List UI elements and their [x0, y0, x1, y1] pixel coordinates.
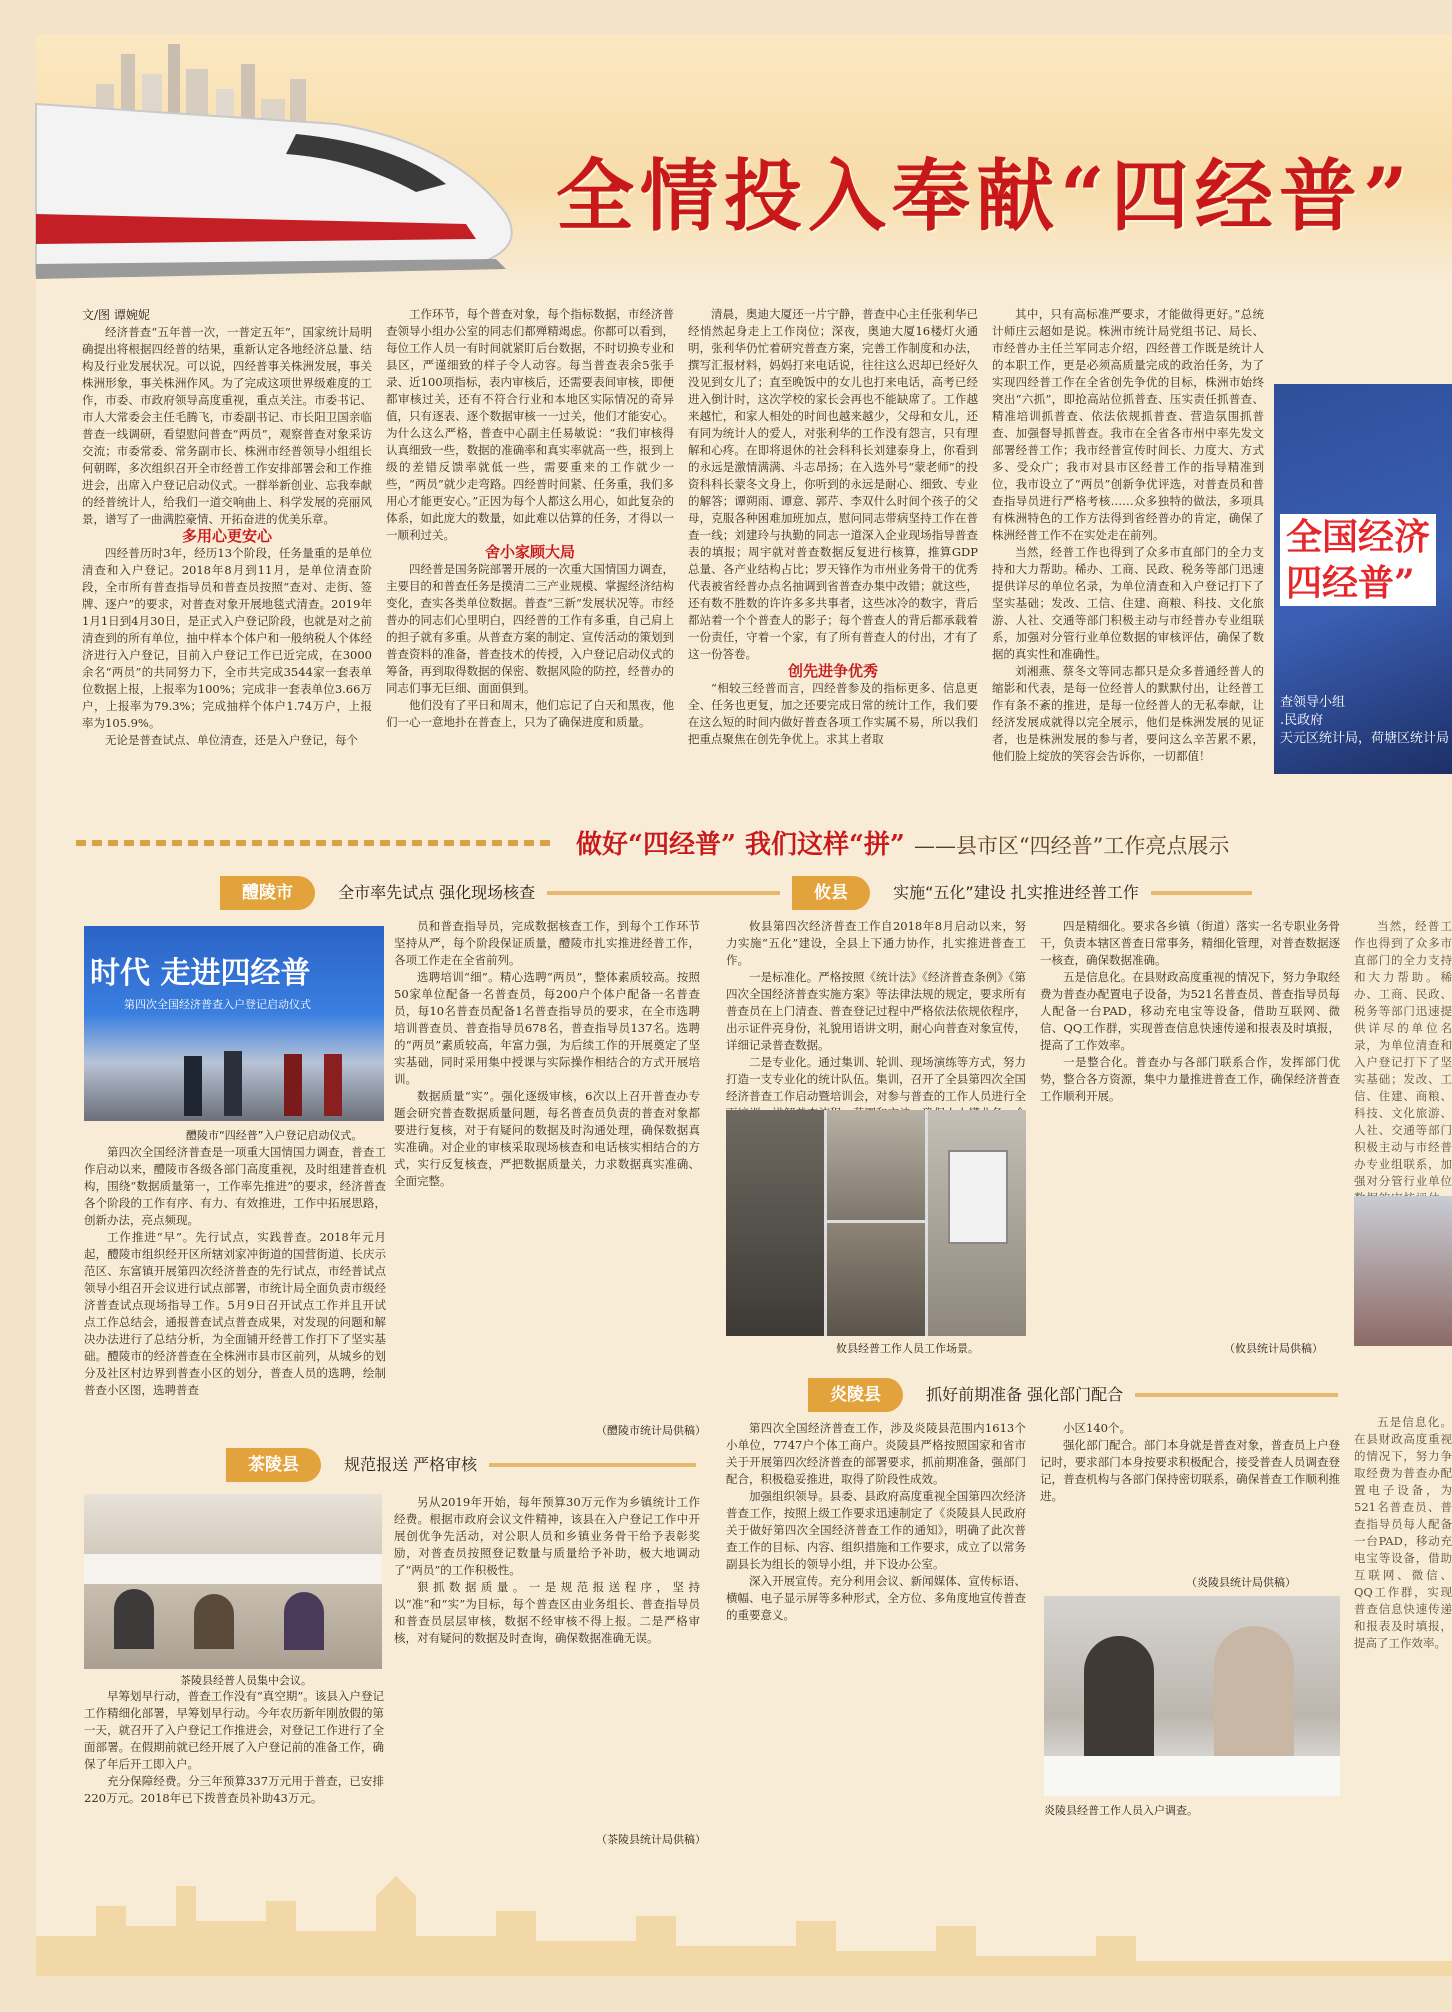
- paragraph: 一是整合化。普查办与各部门联系合作，发挥部门优势，整合各方资源，集中力量推进普查工作，确保经济普查工作顺利开展。: [1040, 1055, 1340, 1103]
- yanling-section-tag: [808, 1378, 1338, 1412]
- paragraph: 数据质量“实”。强化逐级审核，6次以上召开普查办专题会研究普查数据质量问题，每名普查员负责的普查对象都要进行复核，对于有疑问的数据及时沟通处理，确保数据真实准确。对企业的审核采取现场核查和电话核实相结合的方式，实行反复核查，严把数据质量关，力求数据真实准确、全面完整。: [394, 1089, 700, 1188]
- collage-photo-4: [928, 1110, 1026, 1336]
- photo-banner-text: 时代 走进四经普: [90, 956, 311, 991]
- subheading: 多用心更安心: [181, 527, 272, 545]
- subheading: 舍小家顾大局: [484, 543, 575, 561]
- tag-stripe: [1135, 1393, 1338, 1397]
- paragraph: “相较三经普而言，四经普参及的指标更多、信息更全、任务也更复，加之还要完成日常的统计工作，我们要在这么短的时间内做好普查各项工作实属不易，所以我们把重点聚焦在创先争优上。求其上者取: [688, 681, 978, 746]
- intro-column-3: [688, 306, 978, 802]
- paragraph: 经济普查“五年普一次，一普定五年”，国家统计局明确提出将根据四经普的结果，重新认定各地经济总量、结构及行业发展状况。可以说，四经普事关株洲发展，事关株洲形象，事关株洲作风。为了完成这项世界级难度的工作，市委、市政府领导高度重视，重点关注。市委书记、市人大常委会主任毛腾飞，市委副书记、市长阳卫国亲临普查一线调研，看望慰问普查“两员”，观察普查对象采访交流；市委常委、常务副市长、株洲市经普领导小组组长何朝晖，多次组织召开全市经普工作安排部署会和工作推进会，出席入户登记启动仪式。一群举新创业、忘我奉献的经普统计人，给我们一道交响曲上、科学发展的亮丽风景，谱写了一曲满腔豪情、开拓奋进的优美乐章。: [82, 325, 372, 526]
- person-figure: [1084, 1636, 1154, 1756]
- newspaper-page: [36, 34, 1452, 1976]
- paragraph: 二是专业化。通过集训、轮训、现场演练等方式，努力打造一支专业化的统计队伍。集训，召开了全县第四次全国经济普查工作启动暨培训会，对参与普查的工作人员进行全: [726, 1055, 1026, 1103]
- desk: [1044, 1756, 1340, 1796]
- tag-name: 攸县: [792, 876, 870, 910]
- source-credit: （醴陵市统计局供稿）: [596, 1424, 706, 1437]
- paragraph: 五是信息化。在县财政高度重视的情况下，努力争取经费为普查办配置电子设备，为521名普查员、普查指导员每人配备一台PAD，移动充电宝等设备，借助互联网、微信、QQ工作群，实现普查信息快速传递和报表及时填报，提高了工作效率。: [1040, 970, 1340, 1052]
- youxian-column-1: [726, 918, 1026, 1104]
- person-figure: [194, 1594, 234, 1649]
- tag-name: 醴陵市: [220, 876, 315, 910]
- paragraph: 另从2019年开始，每年预算30万元作为乡镇统计工作经费。根据市政府会议文件精神，该县在入户登记工作中开展创优争先活动，对公职人员和乡镇业务骨干给予表彰奖励，对普查员按照登记数量与质量给予补助，极大地调动了“两员”的工作积极性。: [394, 1495, 700, 1577]
- paragraph: 他们没有了平日和周末，他们忘记了白天和黑夜，他们一心一意地扑在普查上，只为了确保进度和质量。: [386, 698, 674, 729]
- chaling-column-1: [84, 1688, 384, 1848]
- photo-edge-worker: [1354, 1196, 1452, 1346]
- photo-conference: [1274, 384, 1452, 774]
- paragraph: 第四次全国经济普查是一项重大国情国力调查，普查工作启动以来，醴陵市各级各部门高度重视，及时组建普查机构，围绕“数据质量第一，工作率先推进”的要求，经济普查各个阶段的工作有序、有力、有效推进，工作中拓展思路，创新办法，亮点频现。: [84, 1145, 386, 1227]
- youxian-section-tag: [792, 876, 1252, 910]
- section-title: 做好“四经普” 我们这样“拼”: [576, 830, 905, 860]
- tag-stripe: [547, 891, 780, 895]
- tag-title: 实施“五化”建设 扎实推进经普工作: [893, 883, 1139, 902]
- phone-screen: [948, 1150, 1008, 1244]
- paragraph: 深入开展宣传。充分利用会议、新闻媒体、宣传标语、横幅、电子显示屏等多种形式，全方位、多角度地宣传普查的重要意义。: [726, 1574, 1026, 1622]
- main-headline: 全情投入奉献“四经普”: [556, 151, 1414, 242]
- intro-column-1: [82, 324, 372, 802]
- high-speed-train-graphic: [36, 64, 556, 294]
- paragraph: 四经普历时3年，经历13个阶段，任务量重的是单位清查和入户登记。2018年8月到11月，是单位清查阶段，全市所有普查指导员和普查员按照“查对、走街、签牌、逐户”的要求，对普查对象开展地毯式清查。2019年1月1日到4月30日，是正式入户登记阶段，也就是对之前清查到的所有单位，抽中样本个体户和一般纳税人个体经济进行入户登记，目前入户登记工作已近完成，在3000余名“两员”的共同努力下，全市共完成3544家一套表单位数据上报，上报率为100%；完成非一套表单位3.66万户，上报率为79.3%；完成抽样个体户1.74万户，上报率为105.9%。: [82, 546, 372, 730]
- paragraph: 攸县第四次经济普查工作自2018年8月启动以来，努力实施“五化”建设，全县上下通力协作，扎实推进普查工作。: [726, 919, 1026, 967]
- paragraph: 工作推进“早”。先行试点，实践普查。2018年元月起，醴陵市组织经开区所辖刘家冲街道的国营街道、长庆示范区、东富镇开展第四次经济普查的先行试点，市经普试点领导小组召开会议进行试点部署，市统计局全面负责市级经济普查试点现场指导工作。5月9日召开试点工作并且开试点工作总结会，通报普查试点普查成果，对发现的问题和解决办法进行了总结分析，为全面铺开经普工作打下了坚实基础。醴陵市的经济普查在全株洲市县市区前列，从城乡的划分及社区村边界到普查小区的划分，普查人员的选聘，绘制普查小区图，选聘普查: [84, 1230, 386, 1397]
- chaling-section-tag: [226, 1448, 696, 1482]
- photo-banner-line: 四经普”: [1286, 562, 1415, 604]
- photo-liling-ceremony: [84, 926, 384, 1121]
- tag-name: 炎陵县: [808, 1378, 903, 1412]
- liling-column-2: [394, 918, 700, 1418]
- tag-stripe: [489, 1463, 696, 1467]
- paragraph: 早筹划早行动，普查工作没有“真空期”。该县入户登记工作精细化部署，早筹划早行动。今年农历新年刚放假的第一天，就召开了入户登记工作推进会，对登记工作进行了全面部署。在假期前就已经开展了入户登记前的准备工作，确保了年后开工即入户。: [84, 1689, 384, 1771]
- paragraph: 工作环节，每个普查对象，每个指标数据，市经济普查领导小组办公室的同志们都殚精竭虑。你都可以看到，每位工作人员一有时间就紧盯后台数据，不时切换专业和县区，严谨细致的样子令人动容。每当普查表余5张手录、近100项指标，表内审核后，还需要表间审核，即便都审核过关，还有不符合行业和本地区实际情况的奇异值，只有逐表、逐个数据审核一一过关，他们才能安心。为什么这么严格，普查中心副主任易敏说：“我们审核得认真细致一些，数据的准确率和真实率就高一些，报到上级的差错反馈率就低一些，需要重来的工作就少一些，“两员”就少走弯路。四经普时间紧、任务重，我们多用心才能更安心。”正因为每个人都这么用心，如此复杂的体系，如此庞大的数量，如此难以估算的任务，才得以一一顺利过关。: [386, 307, 674, 542]
- paragraph: 小区140个。: [1063, 1421, 1131, 1435]
- youxian-column-2: [1040, 918, 1340, 1328]
- tag-title: 抓好前期准备 强化部门配合: [926, 1385, 1124, 1404]
- person-figure: [324, 1054, 342, 1116]
- intro-column-2: [386, 306, 674, 802]
- liling-column-1: [84, 1144, 386, 1494]
- subheading: 创先进争优秀: [787, 662, 878, 680]
- section-subtitle: ——县市区“四经普”工作亮点展示: [913, 834, 1230, 858]
- collage-photo-3: [827, 1223, 925, 1336]
- tag-stripe: [1151, 891, 1252, 895]
- tag-name: 茶陵县: [226, 1448, 321, 1482]
- paragraph: 无论是普查试点、单位清查，还是入户登记，每个: [105, 733, 358, 747]
- paragraph: 其中，只有高标准严要求，才能做得更好。”总统计师庄云超如是说。株洲市统计局党组书记、局长、市经普办主任兰军同志介绍，四经普工作既是统计人的本职工作，更是必须高质量完成的政治任务，为了实现四经普工作在全省创先争优的目标，株洲市始终突出“六抓”，即抢高站位抓普查、压实责任抓普查、精准培训抓普查、依法依规抓普查、营造氛围抓普查、加强督导抓普查。我市在全省各市州中率先发文部署经普工作；我市经普宣传时间长、力度大、方式多、受众广；我市对县市区经普工作的指导精准到位，我市设立了“两员”创新争优评选，对普查员和普查指导员进行严格考核……众多独特的做法，多项具有株洲特色的工作方法得到省经普办的肯定，确保了株洲经普工作不在实处走在前列。: [992, 307, 1264, 542]
- paragraph: 员和普查指导员，完成数据核查工作，到每个工作环节坚持从严，每个阶段保证质量，醴陵市扎实推进经普工作，各项工作走在全省前列。: [394, 919, 700, 967]
- section-headline: [576, 824, 1229, 861]
- banner-text-photo: [1280, 514, 1436, 606]
- source-credit: （茶陵县统计局供稿）: [596, 1833, 706, 1846]
- paragraph: 狠抓数据质量。一是规范报送程序，坚持以“准”和“实”为目标，每个普查区由业务组长、普查指导员和普查员层层审核，数据不经审核不得上报。二是严格审核，对有疑问的数据及时查询，确保数据准确无误。: [394, 1580, 700, 1645]
- photo-youxian-collage: [726, 1110, 1026, 1336]
- paragraph: 当然，经普工作也得到了众多市直部门的全力支持和大力帮助。稀办、工商、民政、税务等部门迅速提供详尽的单位名录，为单位清查和入户登记打下了坚实基础；发改、工信、住建、商粮、科技、文化旅游、人社、交通等部门积极主动与市经普办专业组联系，加强对分管行业单位数据的审核评估，确保了数据的真实性和准确性。: [992, 545, 1264, 661]
- paragraph: 加强组织领导。县委、县政府高度重视全国第四次经济普查工作，按照上级工作要求迅速制定了《炎陵县人民政府关于做好第四次全国经济普查工作的通知》，明确了此次普查工作的目标、内容、组织措施和工作要求，成立了以常务副县长为组长的领导小组，并下设办公室。: [726, 1489, 1026, 1571]
- person-figure: [284, 1054, 302, 1116]
- tag-title: 规范报送 严格审核: [344, 1455, 478, 1474]
- edge-column-top: [1354, 918, 1452, 1188]
- paragraph: 四是精细化。要求各乡镇（街道）落实一名专职业务骨干，负责本辖区普查日常事务，精细化管理，对普查数据逐一核查，确保数据准确。: [1040, 919, 1340, 967]
- liling-section-tag: [220, 876, 780, 910]
- photo-chaling-meeting: [84, 1494, 382, 1669]
- paragraph: 选聘培训“细”。精心选聘“两员”，整体素质较高。按照50家单位配备一名普查员，每200户个体户配备一名普查员，每10名普查员配备1名普查指导员的要求，在全市选聘培训普查员、普查指导员678名，普查指导员137名。选聘的“两员”素质较高，年富力强，为后续工作的开展奠定了坚实基础，同时采用集中授课与实际操作相结合的方式开展培训。: [394, 970, 700, 1086]
- photo-small-line: 天元区统计局，荷塘区统计局: [1280, 731, 1450, 746]
- photo-caption: 醴陵市“四经普”入户登记启动仪式。: [186, 1129, 363, 1142]
- paragraph: 充分保障经费。分三年预算337万元用于普查，已安排220万元。2018年已下拨普查员补助43万元。: [84, 1774, 384, 1805]
- photo-caption: 茶陵县经普人员集中会议。: [180, 1674, 312, 1687]
- header-banner: [36, 34, 1452, 282]
- meeting-table: [84, 1554, 382, 1584]
- source-credit: （炎陵县统计局供稿）: [1186, 1576, 1296, 1589]
- person-figure: [224, 1051, 242, 1116]
- photo-small-line: 查领导小组: [1280, 695, 1346, 710]
- paragraph: 四经普是国务院部署开展的一次重大国情国力调查，主要目的和普查任务是摸清二三产业规模、掌握经济结构变化，查实各类单位数据。普查“三新”发展状况等。市经普办的同志们心里明白，四经普的工作有多重，自己肩上的担子就有多重。从普查方案的制定、宣传活动的策划到普查资料的准备，普查技术的传授，入户登记启动仪式的筹备，再到取得数据的保密、数据风险的防控，经普办的同志们事无巨细、面面俱到。: [386, 562, 674, 695]
- yanling-column-1: [726, 1420, 1026, 1844]
- paragraph: 清晨，奥迪大厦还一片宁静，普查中心主任张利华已经悄然起身走上工作岗位；深夜，奥迪大厦16楼灯火通明，张利华仍忙着研究普查方案，完善工作制度和办法，撰写汇报材料，妈妈打来电话说，往往这么迟却已经好久没见到女儿了；直至晚饭中的女儿也打来电话，高考已经进入倒计时，这次学校的家长会再也不能缺席了。工作越来越忙，和家人相处的时间也越来越少，父母和女儿，还有同为统计人的爱人，对张利华的工作没有怨言，只有理解和心疼。在即将退休的社会科科长刘建泰身上，你看到的永远是激情满满、斗志昂扬；在入选外号“蒙老师”的投资科科长蒙冬文身上，你听到的永远是耐心、细致、专业的解答；谭朔雨、谭意、郭芹、李双什么时间个孩子的父母，克服各种困难加班加点，慰问同志带病坚持工作在普查一线；刘建玲与执勤的同志一道深入企业现场指导普查表的填报；周宇就对普查数据反复进行核算，推算GDP总量、各产业结构占比；罗天锋作为市州业务骨干的优秀代表被省经普办点名抽调到省普查办集中改错；就这些，还有数不胜数的许许多多共事者，这些冰冷的数字，背后都站着一个个普查人的影子；每个普查人的背后都承载着一份责任，守着一个家，有了所有普查人的付出，才有了这一份答卷。: [688, 307, 978, 661]
- bottom-skyline-graphic: [36, 1866, 1452, 1976]
- photo-small-text: [1280, 694, 1449, 748]
- paragraph: 刘湘燕、蔡冬文等同志都只是众多普通经普人的缩影和代表，是每一位经普人的默默付出，让经普工作有条不紊的推进，是每一位经普人的无私奉献，让经济发展成就得以完全展示，他们是株洲发展的见证者，也是株洲发展的参与者，要问这么辛苦累不累，他们脸上绽放的笑容会告诉你，一切都值！: [992, 664, 1264, 763]
- tag-title: 全市率先试点 强化现场核查: [338, 883, 536, 902]
- photo-caption: 炎陵县经普工作人员入户调查。: [1044, 1804, 1198, 1817]
- intro-column-4: [992, 306, 1264, 802]
- collage-photo-1: [726, 1110, 824, 1336]
- paragraph: 一是标准化。严格按照《统计法》《经济普查条例》《第四次全国经济普查实施方案》等法律法规的规定，要求所有普查员在上门清查、普查登记过程中严格依法依规依程序，出示证件亮身份，礼貌用语讲文明，耐心向普查对象宣传，详细记录普查数据。: [726, 970, 1026, 1052]
- person-figure: [284, 1592, 324, 1650]
- person-figure: [1214, 1626, 1294, 1766]
- collage-photo-2: [827, 1110, 925, 1220]
- photo-small-line: .民政府: [1280, 713, 1324, 728]
- person-figure: [184, 1056, 202, 1116]
- edge-column-bottom: [1354, 1414, 1452, 1844]
- paragraph: 强化部门配合。部门本身就是普查对象，普查员上户登记时，要求部门本身按要求积极配合，接受普查人员调查登记，普查机构与各部门保持密切联系，确保普查工作顺利推进。: [1040, 1438, 1340, 1503]
- paragraph: 当然，经普工作也得到了众多市直部门的全力支持和大力帮助。稀办、工商、民政、税务等部门迅速提供详尽的单位名录，为单位清查和入户登记打下了坚实基础；发改、工信、住建、商粮、科技、文化旅游、人社、交通等部门积极主动与市经普办专业组联系，加强对分管行业单位: [1354, 919, 1452, 1188]
- photo-yanling-visit: [1044, 1596, 1340, 1796]
- photo-banner-subtext: 第四次全国经济普查入户登记启动仪式: [124, 998, 311, 1011]
- chaling-column-2: [394, 1494, 700, 1844]
- source-credit: （攸县统计局供稿）: [1224, 1342, 1323, 1355]
- photo-banner-line: 全国经济: [1286, 516, 1431, 558]
- divider-dots: [76, 840, 556, 846]
- paragraph: 第四次全国经济普查工作，涉及炎陵县范围内1613个小单位，7747户个体工商户。炎陵县严格按照国家和省市关于开展第四次经济普查的部署要求，抓前期准备，强部门配合，积极稳妥推进，取得了阶段性成效。: [726, 1421, 1026, 1486]
- byline: 文/图 谭婉妮: [82, 308, 150, 322]
- person-figure: [114, 1589, 154, 1649]
- yanling-column-2: [1040, 1420, 1340, 1570]
- paragraph: 五是信息化。在县财政高度重视的情况下，努力争取经费为普查办配置电子设备，为521名普查员、普查指导员每人配备一台PAD，移动充电宝等设备，借助互联网、微信、QQ工作群，实现普查信息快速传递和报表及时填报，提高了工作效率。: [1354, 1415, 1452, 1650]
- photo-caption: 攸县经普工作人员工作场景。: [836, 1342, 979, 1355]
